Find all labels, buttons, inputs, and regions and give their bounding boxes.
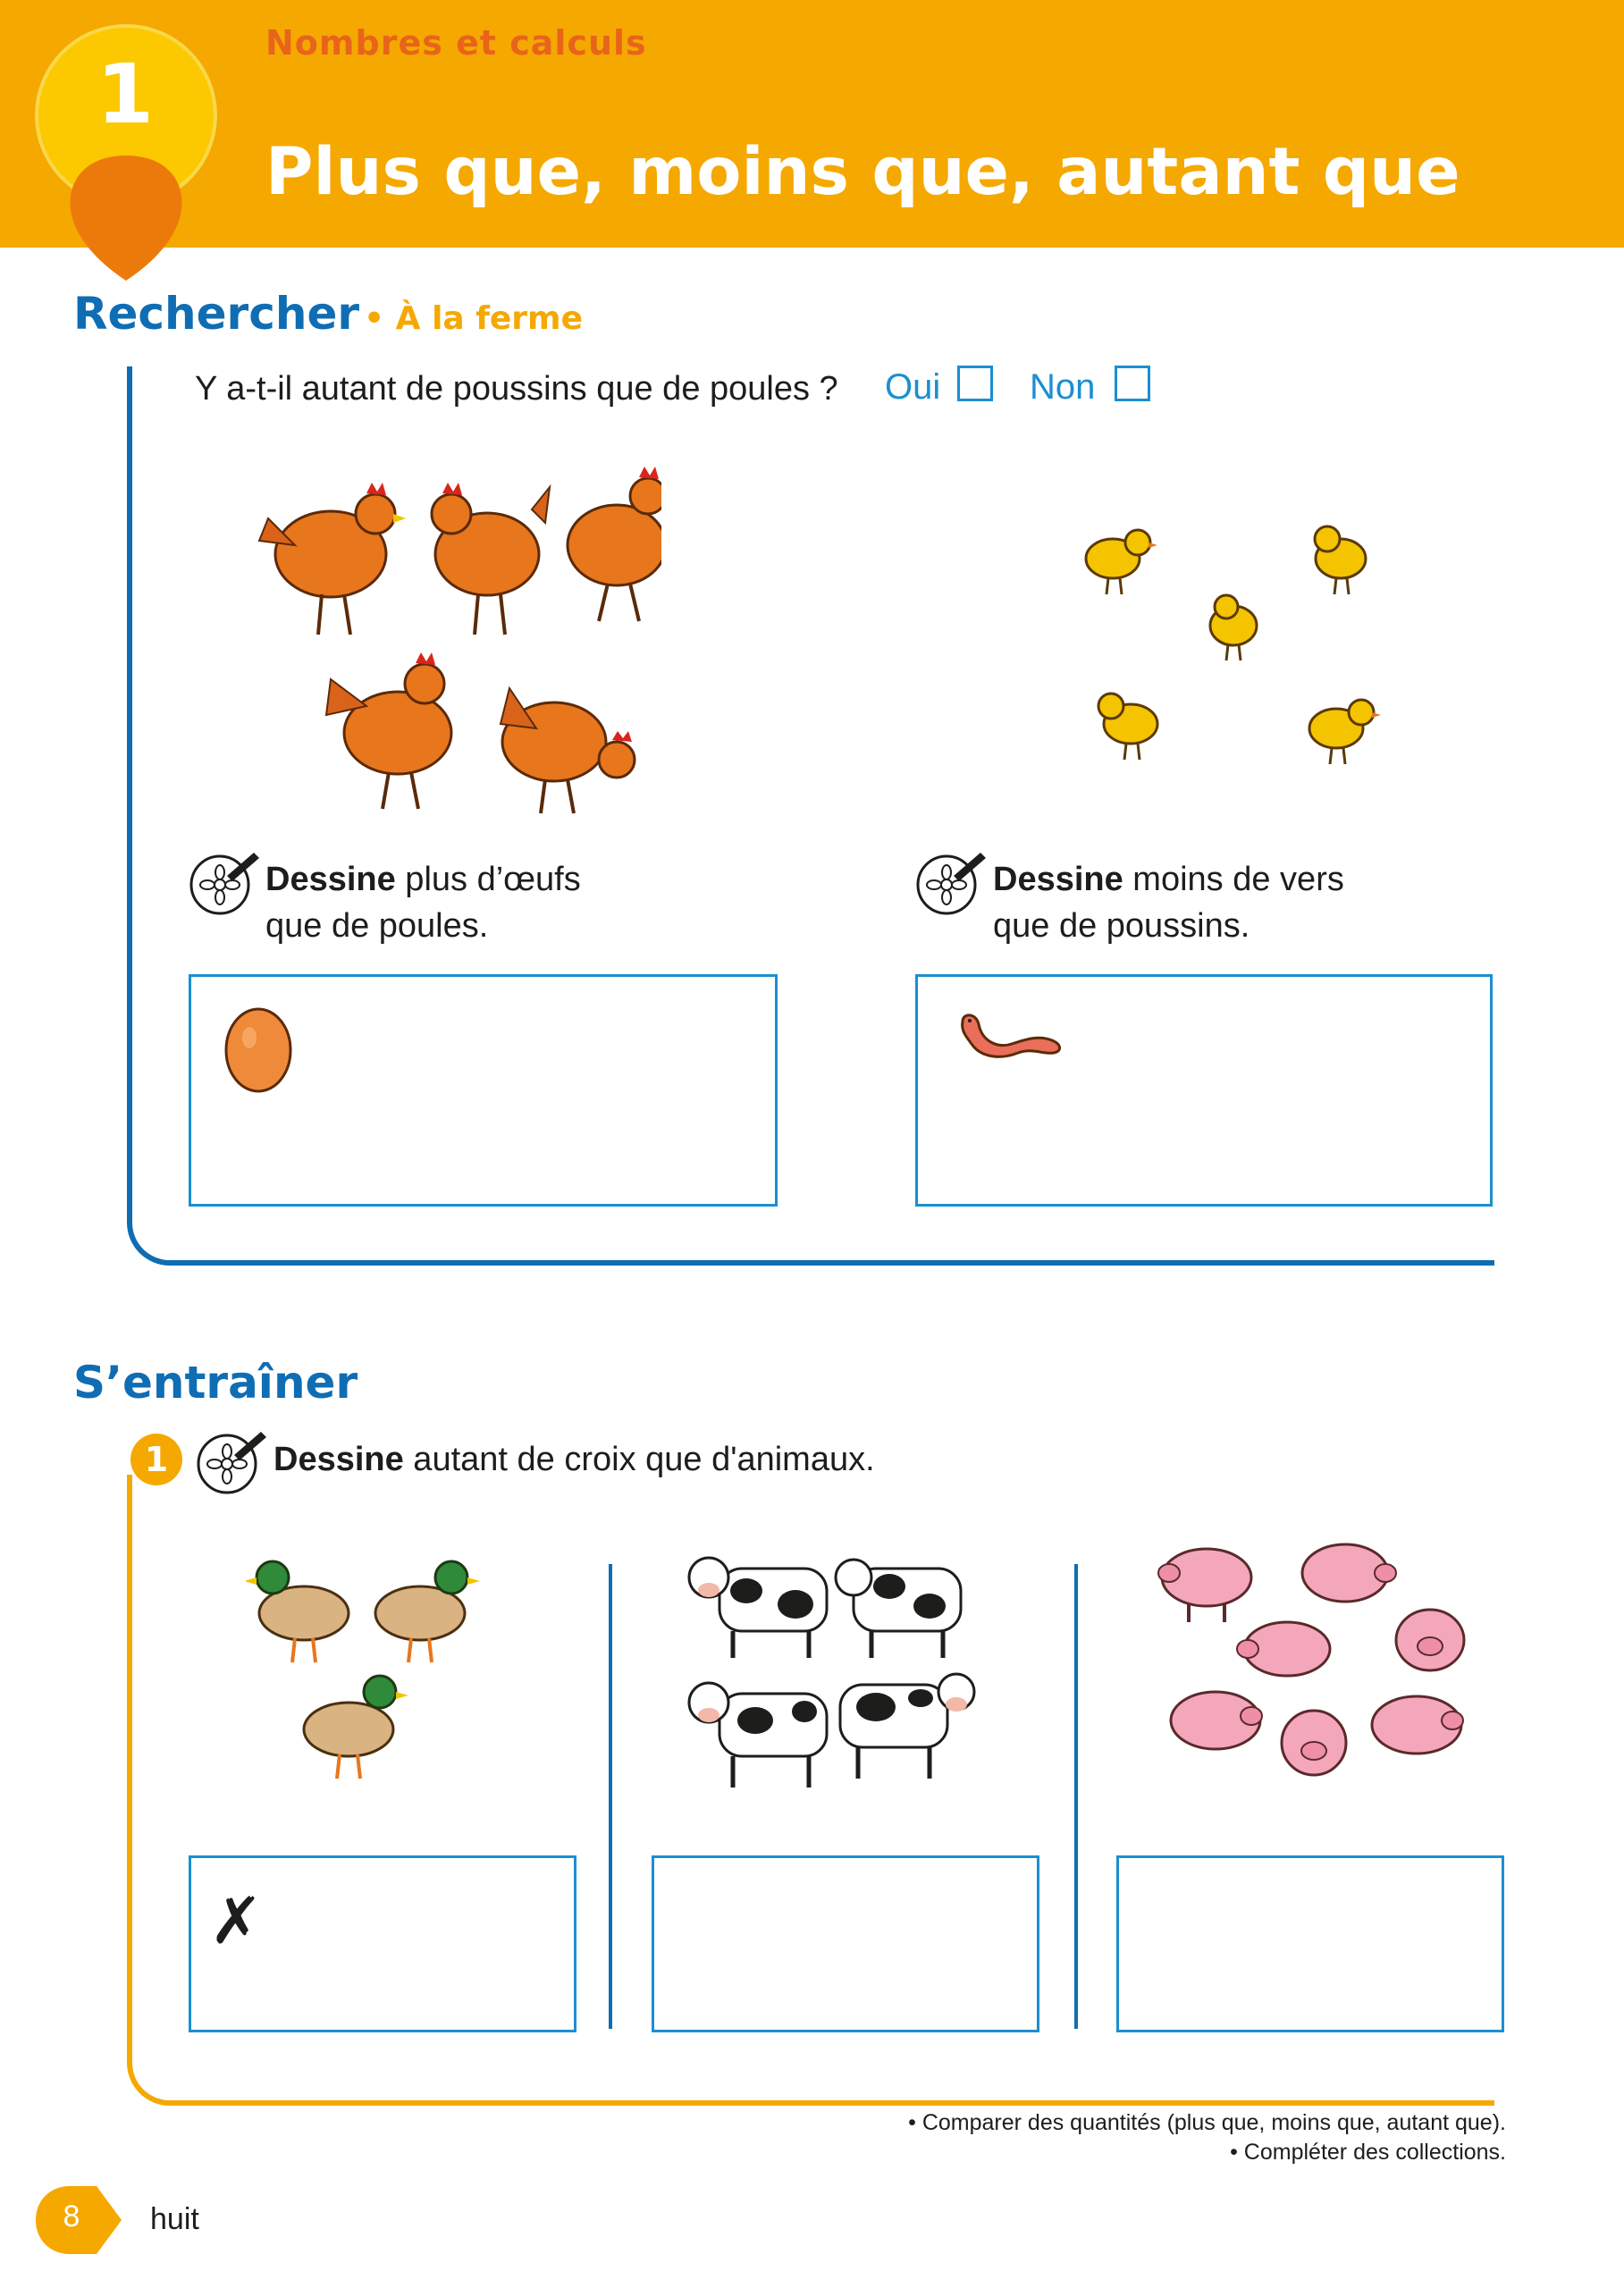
page-number-word: huit [150, 2202, 199, 2236]
chicks-illustration [1068, 514, 1408, 791]
pig-icon [1396, 1610, 1464, 1670]
option-oui-label: Oui [885, 367, 941, 407]
page-number: 8 [63, 2200, 80, 2233]
hens-illustration [250, 465, 661, 831]
option-non-label: Non [1030, 367, 1096, 407]
page-title: Plus que, moins que, autant que [265, 134, 1460, 210]
chick-icon [1210, 595, 1257, 660]
task-left-instruction: Dessine plus d’œufs que de poules. [265, 861, 581, 945]
duck-icon [375, 1561, 480, 1662]
section-subtitle: • À la ferme [364, 300, 583, 337]
learning-objectives [908, 2108, 1506, 2167]
pig-icon [1171, 1692, 1262, 1749]
worm-icon [954, 1008, 1070, 1066]
cow-icon [689, 1683, 827, 1788]
cow-icon [840, 1674, 974, 1779]
pig-icon [1372, 1696, 1463, 1754]
chick-icon [1098, 694, 1157, 760]
pig-icon [1158, 1549, 1251, 1622]
pigs-illustration [1153, 1537, 1484, 1805]
oui-checkbox[interactable] [957, 366, 993, 401]
hen-icon [326, 652, 451, 809]
pig-icon [1282, 1711, 1346, 1775]
ducks-illustration [246, 1551, 487, 1792]
cows-illustration [684, 1551, 979, 1801]
pig-icon [1302, 1544, 1396, 1602]
draw-eggs-box[interactable] [189, 974, 778, 1207]
draw-pencil-icon [914, 849, 988, 915]
draw-pencil-icon [195, 1428, 268, 1494]
chapter-number: 1 [96, 46, 154, 142]
draw-pencil-icon [188, 849, 261, 915]
ducks-answer-box[interactable] [189, 1855, 576, 2032]
pig-icon [1237, 1622, 1330, 1676]
pigs-answer-box[interactable] [1116, 1855, 1504, 2032]
egg-icon [223, 1004, 294, 1093]
domain-label: Nombres et calculs [265, 23, 647, 63]
hen-icon [568, 467, 661, 621]
section-heading-rechercher [73, 288, 583, 340]
section-title-sentrainer: S’entraîner [73, 1357, 358, 1409]
objective-line: • Compléter des collections. [1230, 2140, 1506, 2165]
example-cross-mark: ✗ [209, 1883, 264, 1958]
cow-icon [689, 1558, 827, 1658]
exercise-number-badge: 1 [130, 1434, 182, 1485]
objective-line: • Comparer des quantités (plus que, moins que, autant que). [908, 2110, 1506, 2135]
hen-icon [259, 483, 406, 635]
exercise-instruction: Dessine autant de croix que d'animaux. [273, 1441, 875, 1478]
task-right-instruction: Dessine moins de vers que de poussins. [993, 861, 1344, 945]
chick-icon [1309, 700, 1381, 764]
chapter-header [0, 0, 1624, 248]
question-text: Y a-t-il autant de poussins que de poules ? [195, 370, 838, 408]
cow-icon [836, 1560, 961, 1658]
chick-icon [1315, 526, 1366, 594]
chick-icon [1086, 530, 1157, 594]
column-divider [609, 1564, 612, 2029]
hen-icon [432, 483, 550, 635]
column-divider [1074, 1564, 1078, 2029]
non-checkbox[interactable] [1115, 366, 1150, 401]
section-title: Rechercher [73, 288, 360, 340]
duck-icon [304, 1676, 408, 1779]
cows-answer-box[interactable] [652, 1855, 1039, 2032]
draw-worms-box[interactable] [915, 974, 1493, 1207]
hen-icon [501, 688, 635, 813]
duck-icon [246, 1561, 349, 1662]
